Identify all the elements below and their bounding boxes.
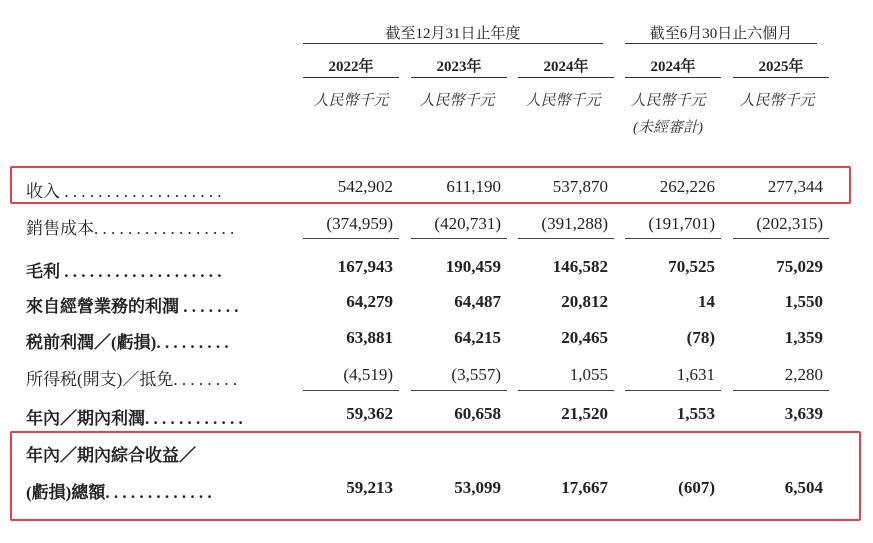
table-cell: (391,288) [541, 214, 608, 233]
subtotal-rule [303, 390, 399, 391]
row-label-profit-for-period: 年內／期內利潤. . . . . . . . . . . . [26, 409, 243, 428]
unit-label: 人民幣千元 [419, 93, 495, 109]
subtotal-rule [625, 390, 721, 391]
table-cell: 167,943 [337, 257, 393, 276]
row-label-operating-profit: 來自經營業務的利潤 . . . . . . . [26, 297, 239, 316]
table-cell: 59,362 [346, 404, 393, 423]
table-cell: (4,519) [343, 365, 393, 384]
unit-label: 人民幣千元 [525, 93, 601, 109]
table-cell: 1,359 [784, 328, 823, 347]
table-cell: (374,959) [326, 214, 393, 233]
table-cell: 1,553 [676, 404, 715, 423]
table-cell: 21,520 [561, 404, 608, 423]
year-rule [733, 77, 829, 78]
year-rule [411, 77, 507, 78]
table-cell: 537,870 [552, 177, 608, 196]
table-cell: 2,280 [784, 365, 823, 384]
unaudited-note: (未經審計) [633, 120, 703, 136]
subtotal-rule [303, 238, 399, 239]
table-cell: 1,550 [784, 292, 823, 311]
table-cell: 3,639 [784, 404, 823, 423]
row-label-total-comprehensive-income: 年內／期內綜合收益／ [26, 446, 196, 465]
table-cell: (607) [678, 478, 715, 497]
table-cell: 53,099 [454, 478, 501, 497]
table-cell: (78) [686, 328, 715, 347]
interim-header-rule [625, 43, 817, 44]
subtotal-rule [625, 238, 721, 239]
table-cell: (191,701) [648, 214, 715, 233]
row-label-revenue: 收入 . . . . . . . . . . . . . . . . . . . [26, 182, 222, 201]
year-header-2023: 2023年 [436, 59, 482, 75]
table-cell: 6,504 [784, 478, 823, 497]
subtotal-rule [411, 390, 507, 391]
table-cell: 59,213 [346, 478, 393, 497]
subtotal-rule [518, 390, 614, 391]
table-cell: 190,459 [445, 257, 501, 276]
table-cell: 262,226 [659, 177, 715, 196]
table-cell: 14 [698, 292, 715, 311]
year-rule [518, 77, 614, 78]
table-cell: 64,279 [346, 292, 393, 311]
table-cell: 60,658 [454, 404, 501, 423]
table-cell: 277,344 [767, 177, 823, 196]
row-label-income-tax: 所得税(開支)／抵免. . . . . . . . [26, 370, 238, 389]
table-cell: (3,557) [451, 365, 501, 384]
table-cell: 64,215 [454, 328, 501, 347]
unit-label: 人民幣千元 [739, 93, 815, 109]
subtotal-rule [733, 238, 829, 239]
table-cell: 611,190 [446, 177, 501, 196]
table-cell: 542,902 [337, 177, 393, 196]
table-cell: 70,525 [668, 257, 715, 276]
year-header-2024: 2024年 [543, 59, 589, 75]
table-cell: 75,029 [776, 257, 823, 276]
table-cell: 63,881 [346, 328, 393, 347]
interim-period-header: 截至6月30日止六個月 [649, 26, 793, 42]
unit-label: 人民幣千元 [313, 93, 389, 109]
year-header-2024-interim: 2024年 [650, 59, 696, 75]
table-cell: 20,812 [561, 292, 608, 311]
table-cell: 1,631 [676, 365, 715, 384]
annual-header-rule [303, 43, 603, 44]
subtotal-rule [733, 390, 829, 391]
subtotal-rule [518, 238, 614, 239]
table-cell: 1,055 [569, 365, 608, 384]
table-cell: 64,487 [454, 292, 501, 311]
year-header-2025-interim: 2025年 [758, 59, 804, 75]
table-cell: 17,667 [561, 478, 608, 497]
table-cell: (420,731) [434, 214, 501, 233]
year-header-2022: 2022年 [328, 59, 374, 75]
row-label-profit-before-tax: 税前利潤／(虧損). . . . . . . . . [26, 333, 229, 352]
row-label-cost-of-sales: 銷售成本. . . . . . . . . . . . . . . . . [26, 219, 235, 238]
annual-period-header: 截至12月31日止年度 [385, 26, 521, 42]
table-cell: 20,465 [561, 328, 608, 347]
subtotal-rule [411, 238, 507, 239]
row-label-total-comprehensive-income-line2: (虧損)總額. . . . . . . . . . . . . [26, 483, 212, 502]
row-label-gross-profit: 毛利 . . . . . . . . . . . . . . . . . . . [26, 262, 222, 281]
year-rule [303, 77, 399, 78]
year-rule [625, 77, 721, 78]
table-cell: 146,582 [552, 257, 608, 276]
unit-label: 人民幣千元 [630, 93, 706, 109]
table-cell: (202,315) [756, 214, 823, 233]
